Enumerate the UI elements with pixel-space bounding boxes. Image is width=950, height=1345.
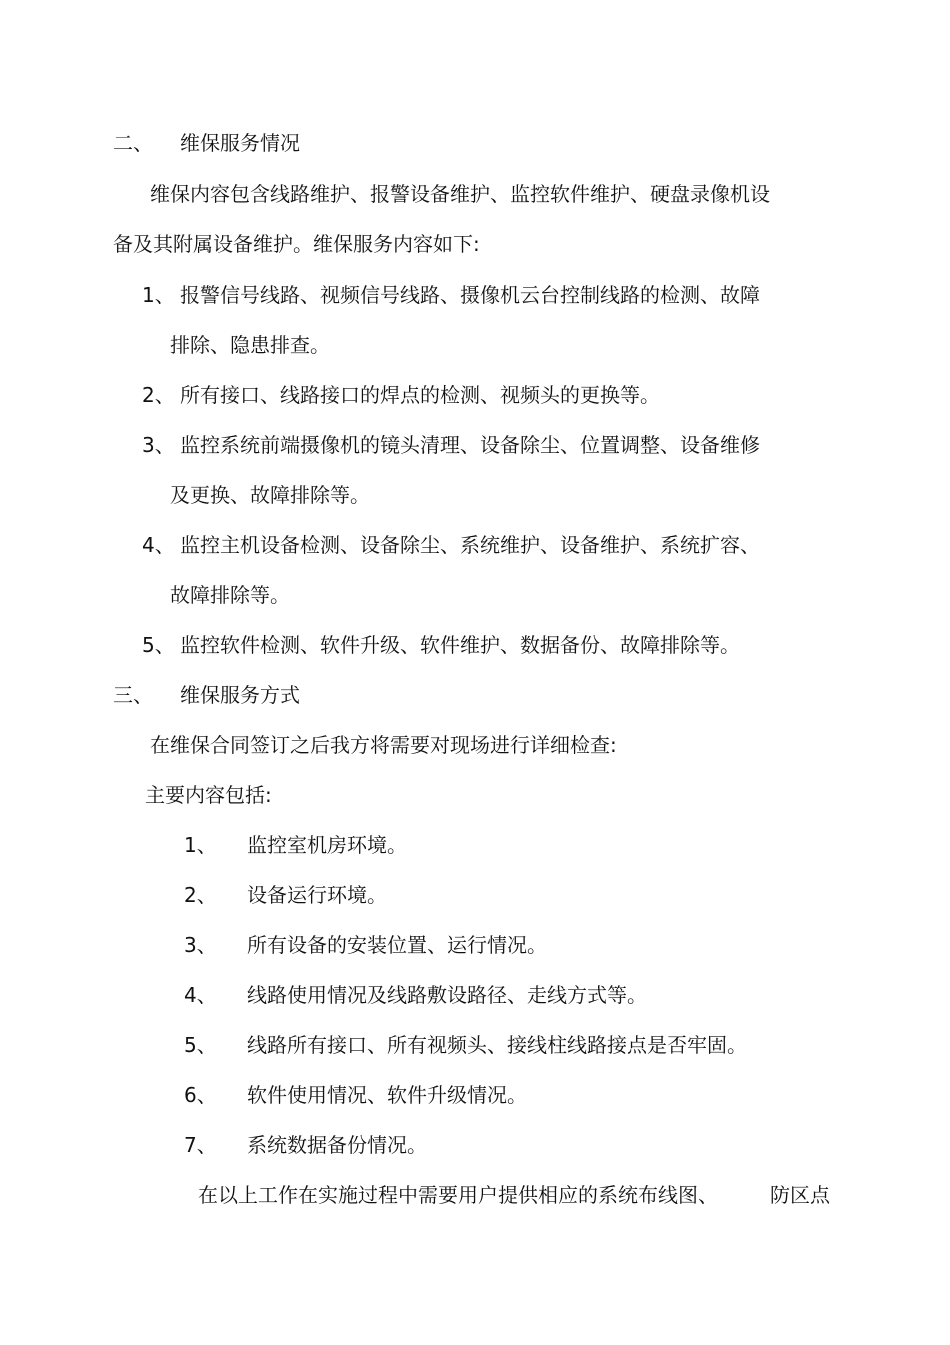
section-number: 二、	[113, 131, 153, 155]
paragraph-line: 在维保合同签订之后我方将需要对现场进行详细检查:	[150, 733, 617, 757]
list-item-number: 2、	[142, 383, 175, 407]
list-item-number: 3、	[142, 433, 175, 457]
paragraph-line: 维保内容包含线路维护、报警设备维护、监控软件维护、硬盘录像机设	[150, 182, 770, 206]
list-item-text: 软件使用情况、软件升级情况。	[247, 1083, 527, 1107]
list-item-text: 线路使用情况及线路敷设路径、走线方式等。	[247, 983, 647, 1007]
list-item-number: 6、	[184, 1083, 217, 1107]
list-item-text: 监控主机设备检测、设备除尘、系统维护、设备维护、系统扩容、	[180, 533, 760, 557]
paragraph-line-end: 防区点	[770, 1183, 830, 1207]
list-item-text: 报警信号线路、视频信号线路、摄像机云台控制线路的检测、故障	[180, 283, 760, 307]
list-item-number: 2、	[184, 883, 217, 907]
section-number: 三、	[113, 683, 153, 707]
list-item-number: 5、	[184, 1033, 217, 1057]
list-item-number: 7、	[184, 1133, 217, 1157]
sub-heading: 主要内容包括:	[145, 783, 272, 807]
list-item-number: 1、	[142, 283, 175, 307]
list-item-text: 监控室机房环境。	[247, 833, 407, 857]
list-item-number: 3、	[184, 933, 217, 957]
list-item-text: 线路所有接口、所有视频头、接线柱线路接点是否牢固。	[247, 1033, 747, 1057]
list-item-text: 设备运行环境。	[247, 883, 387, 907]
list-item-continuation: 故障排除等。	[170, 583, 290, 607]
list-item-text: 所有设备的安装位置、运行情况。	[247, 933, 547, 957]
list-item-text: 监控系统前端摄像机的镜头清理、设备除尘、位置调整、设备维修	[180, 433, 760, 457]
paragraph-line: 在以上工作在实施过程中需要用户提供相应的系统布线图、	[198, 1183, 718, 1207]
list-item-number: 4、	[142, 533, 175, 557]
list-item-continuation: 排除、隐患排查。	[170, 333, 330, 357]
list-item-text: 监控软件检测、软件升级、软件维护、数据备份、故障排除等。	[180, 633, 740, 657]
list-item-number: 5、	[142, 633, 175, 657]
list-item-number: 1、	[184, 833, 217, 857]
paragraph-line: 备及其附属设备维护。维保服务内容如下:	[113, 232, 480, 256]
section-title: 维保服务方式	[180, 683, 300, 707]
list-item-number: 4、	[184, 983, 217, 1007]
list-item-continuation: 及更换、故障排除等。	[170, 483, 370, 507]
section-title: 维保服务情况	[180, 131, 300, 155]
list-item-text: 所有接口、线路接口的焊点的检测、视频头的更换等。	[180, 383, 660, 407]
list-item-text: 系统数据备份情况。	[247, 1133, 427, 1157]
